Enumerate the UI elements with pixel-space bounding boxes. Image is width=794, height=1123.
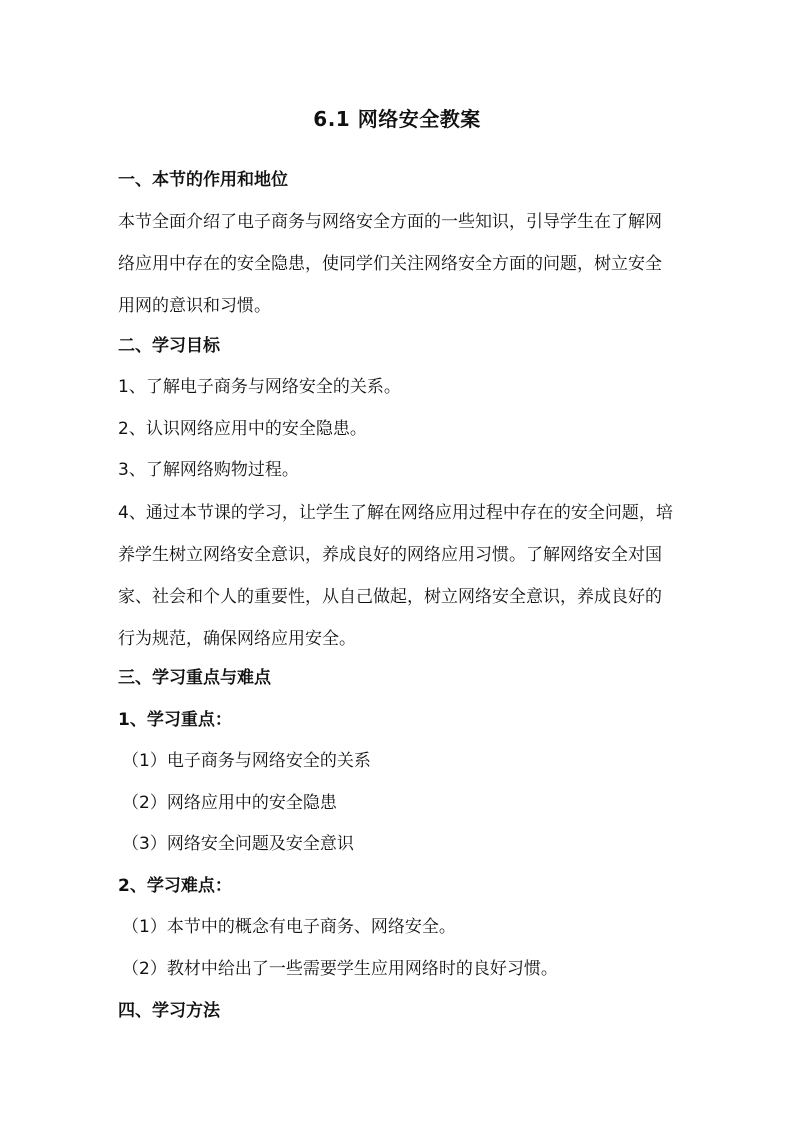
key-point-item-3: （3）网络安全问题及安全意识 [122,834,354,854]
section-1-body: 本节全面介绍了电子商务与网络安全方面的一些知识，引导学生在了解网络应用中存在的安全隐患，使同学们关注网络安全方面的问题，树立安全用网的意识和习惯。 [118,212,662,316]
objective-item-2: 2、认识网络应用中的安全隐患。 [118,419,367,439]
key-point-item-2: （2）网络应用中的安全隐患 [122,793,337,813]
key-points-heading: 1、学习重点： [118,710,232,730]
section-1-heading: 一、本节的作用和地位 [118,170,288,190]
objective-item-3: 3、了解网络购物过程。 [118,460,299,480]
difficult-points-heading: 2、学习难点： [118,876,232,896]
section-2-heading: 二、学习目标 [118,336,220,356]
key-point-item-1: （1）电子商务与网络安全的关系 [122,751,371,771]
section-4-heading: 四、学习方法 [118,1001,220,1021]
section-3-heading: 三、学习重点与难点 [118,668,271,688]
difficult-point-item-1: （1）本节中的概念有电子商务、网络安全。 [122,917,456,937]
difficult-point-item-2: （2）教材中给出了一些需要学生应用网络时的良好习惯。 [122,959,558,979]
objective-item-4: 4、通过本节课的学习，让学生了解在网络应用过程中存在的安全问题，培养学生树立网络安全意识，养成良好的网络应用习惯。了解网络安全对国家、社会和个人的重要性，从自己做起，树立网络安全意识，养成良好的行为规范，确保网络应用安全。 [118,503,673,649]
document-title: 6.1 网络安全教案 [313,107,481,131]
objective-item-1: 1、了解电子商务与网络安全的关系。 [118,377,401,397]
